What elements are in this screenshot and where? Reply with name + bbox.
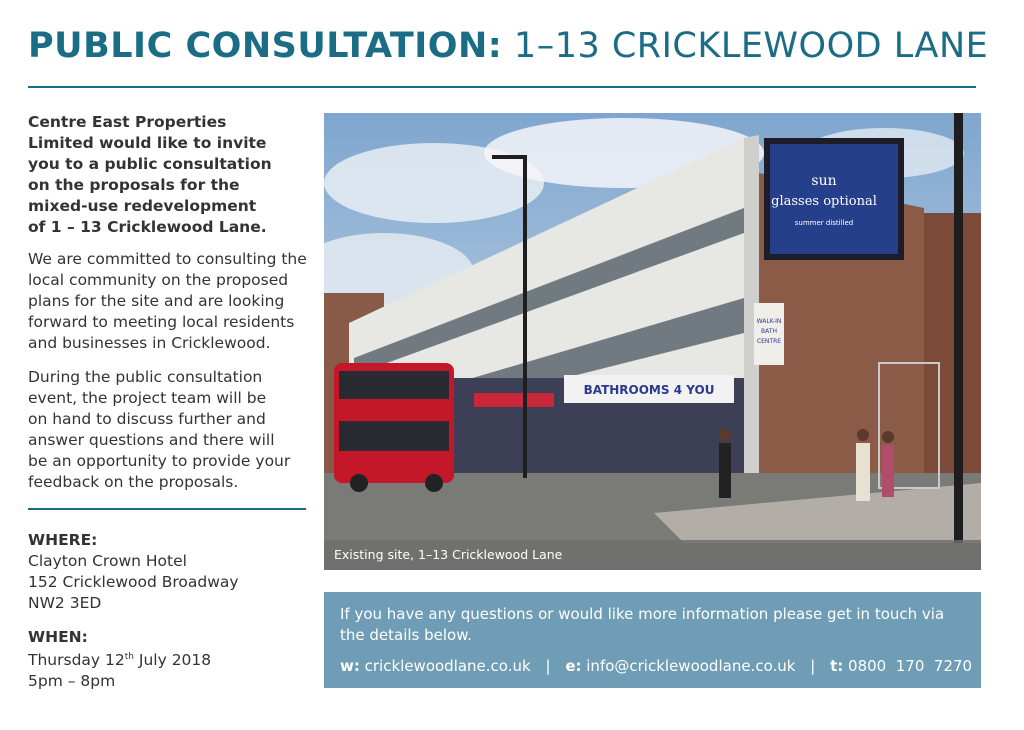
when-label: WHEN: [28,628,88,646]
billboard-text-3: summer distilled [794,219,854,227]
lead-line: mixed-use redevelopment [28,197,257,215]
web-key: w: [340,657,360,675]
billboard-text-2: glasses optional [771,194,877,209]
walk-in-sign-3: CENTRE [756,338,782,345]
lead-line: you to a public consultation [28,155,272,173]
intro-paragraph-2 [28,367,310,493]
venue-postcode: NW2 3ED [28,594,102,612]
where-label: WHERE: [28,531,98,549]
email-key: e: [565,657,582,675]
title-bold: PUBLIC CONSULTATION: [28,26,503,66]
tel-key: t: [830,657,844,675]
page-title [28,26,988,66]
section-divider [28,508,306,510]
paragraph-line: forward to meeting local residents [28,313,295,331]
when-details [28,650,211,692]
intro-lead [28,112,308,238]
separator: | [545,657,551,675]
paragraph-line: and businesses in Cricklewood. [28,334,271,352]
paragraph-line: We are committed to consulting the [28,250,307,268]
lead-line: of 1 – 13 Cricklewood Lane. [28,218,267,236]
date-prefix: Thursday 12 [28,651,125,669]
contact-message: If you have any questions or would like more information please get in touch via the details below. [340,605,945,644]
title-divider [28,86,976,88]
paragraph-line: be an opportunity to provide your [28,452,291,470]
contact-details [340,657,972,675]
web-link[interactable]: cricklewoodlane.co.uk [364,657,531,675]
billboard-text-1: sun [811,173,837,189]
lead-line: Centre East Properties [28,113,227,131]
paragraph-line: answer questions and there will [28,431,275,449]
paragraph-line: on hand to discuss further and [28,410,266,428]
paragraph-line: plans for the site and are looking [28,292,285,310]
event-time: 5pm – 8pm [28,672,116,690]
site-photo [324,113,981,570]
paragraph-line: During the public consultation [28,368,263,386]
tel-link[interactable]: 0800 170 7270 [848,657,973,675]
intro-paragraph-1 [28,249,310,354]
site-photo-illustration [324,113,981,570]
venue-name: Clayton Crown Hotel [28,552,187,570]
event-date [28,650,211,671]
date-suffix: th [124,651,134,662]
paragraph-line: event, the project team will be [28,389,267,407]
separator: | [810,657,816,675]
walk-in-sign-2: BATH [761,328,777,335]
date-rest: July 2018 [133,651,212,669]
venue-street: 152 Cricklewood Broadway [28,573,239,591]
lead-line: on the proposals for the [28,176,240,194]
paragraph-line: local community on the proposed [28,271,289,289]
shop-sign: BATHROOMS 4 YOU [583,383,715,397]
where-address [28,551,239,614]
walk-in-sign-1: WALK-IN [756,318,782,325]
title-light: 1–13 CRICKLEWOOD LANE [513,26,989,66]
photo-caption: Existing site, 1–13 Cricklewood Lane [324,540,981,570]
paragraph-line: feedback on the proposals. [28,473,239,491]
lead-line: Limited would like to invite [28,134,267,152]
email-link[interactable]: info@cricklewoodlane.co.uk [586,657,796,675]
contact-box [324,592,981,688]
